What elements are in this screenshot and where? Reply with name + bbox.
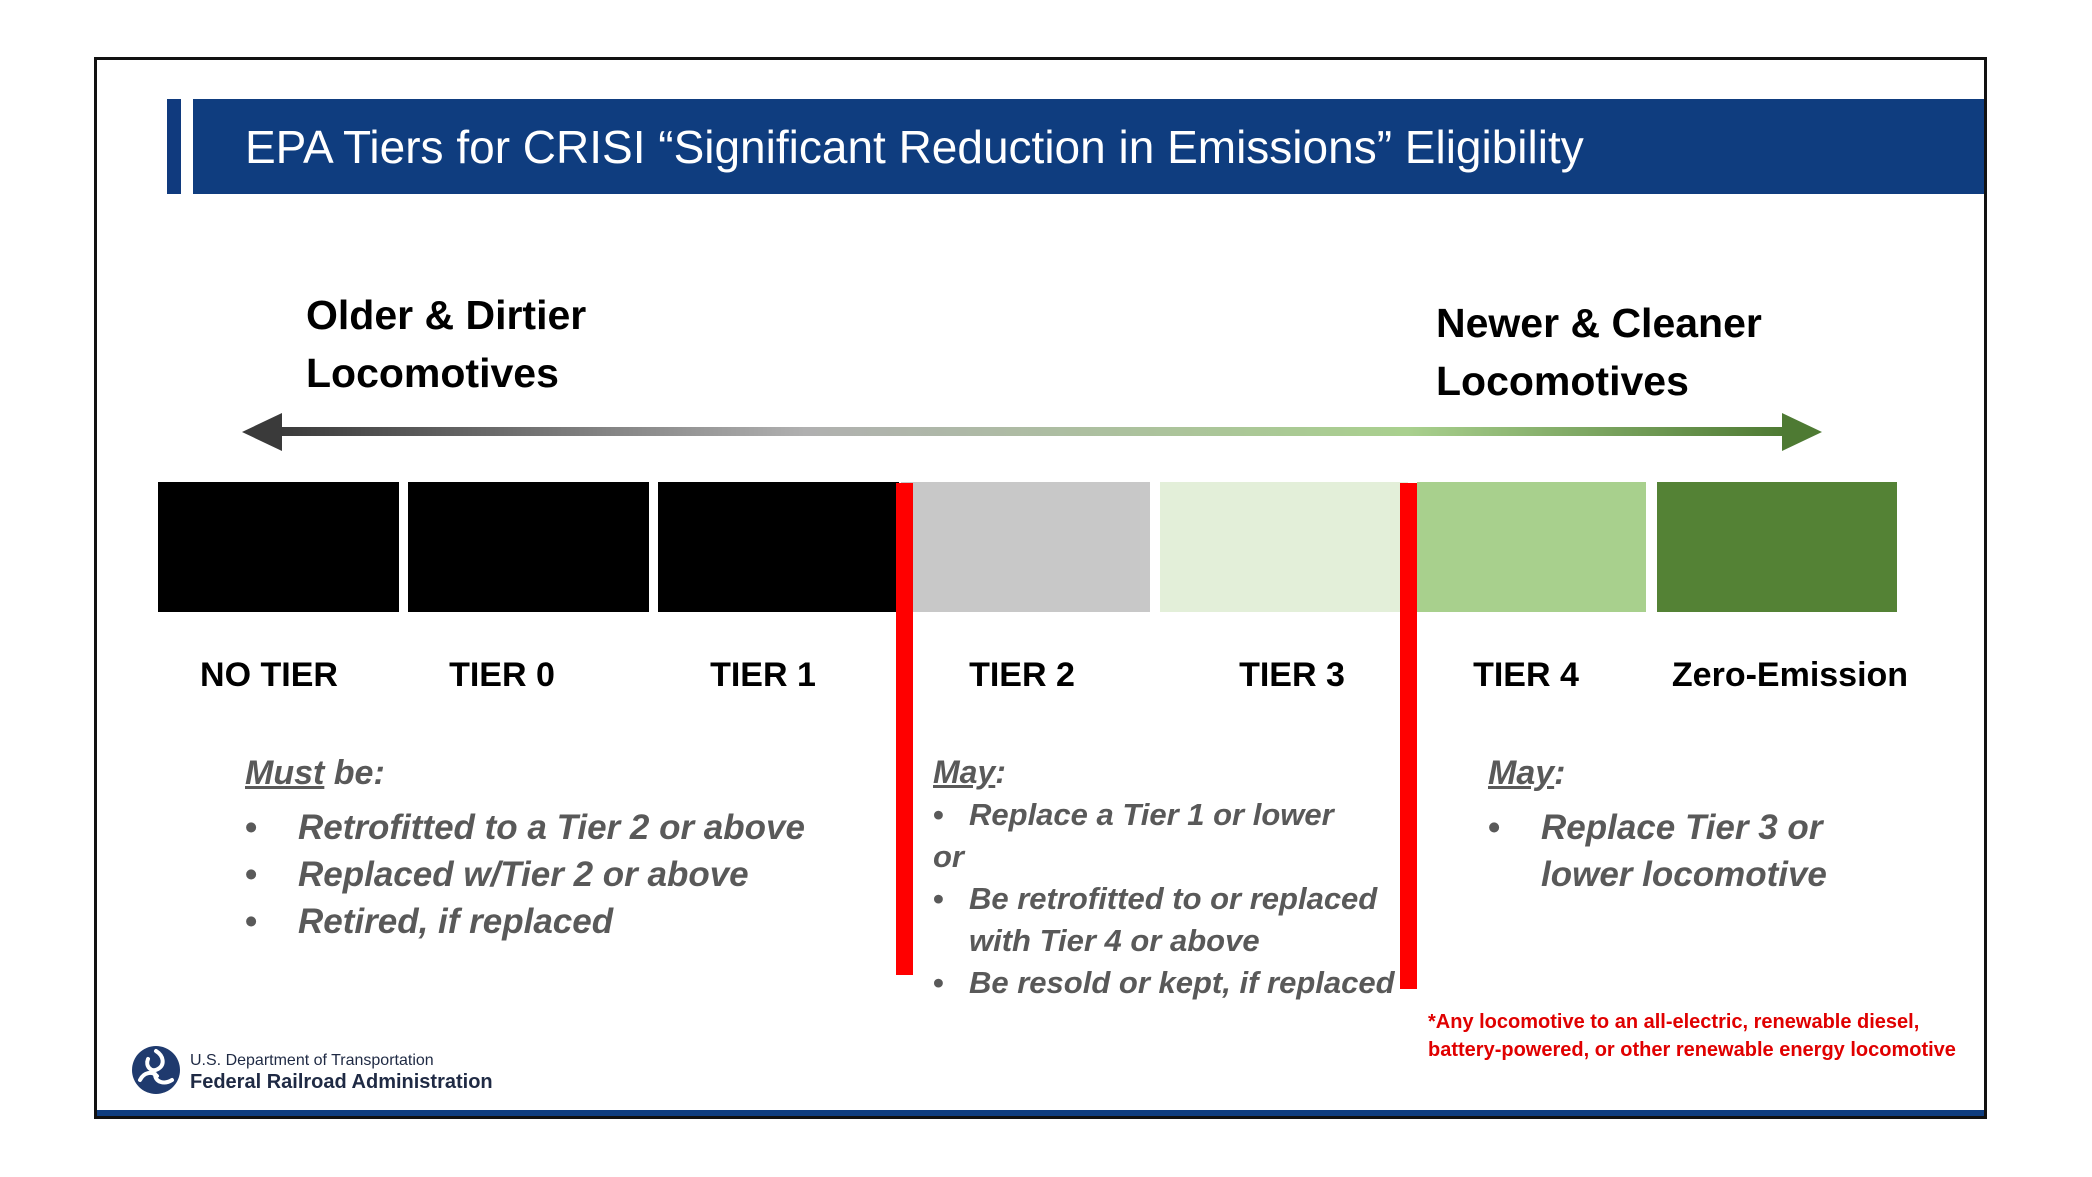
may-word-right: May	[1488, 754, 1555, 792]
usdot-logo-icon	[131, 1045, 181, 1095]
list-item-line: Be retrofitted to or replaced	[969, 881, 1378, 916]
agency-name: Federal Railroad Administration	[190, 1071, 493, 1093]
arrow-right-head	[1782, 413, 1822, 451]
title-bar	[193, 99, 1984, 194]
tier-box-tier-3	[1160, 482, 1408, 612]
list-item-line: Replace Tier 3 or	[1541, 808, 1823, 847]
may-list-right	[1488, 804, 1827, 898]
dot-logo-text	[190, 1052, 493, 1094]
bottom-rule	[97, 1110, 1984, 1116]
may-rest-middle: :	[995, 754, 1006, 790]
slide	[94, 57, 1987, 1119]
heading-newer-cleaner	[1436, 294, 1762, 410]
arrow-left-head	[242, 413, 282, 451]
may-word-middle: May	[933, 754, 996, 790]
must-word: Must	[245, 754, 325, 792]
may-list-middle	[933, 794, 1395, 1004]
divider-red-right	[1400, 483, 1417, 989]
list-item-continuation: lower locomotive	[1541, 855, 1827, 894]
tier-box-tier-0	[408, 482, 649, 612]
tier-label-tier-4: TIER 4	[1473, 656, 1579, 694]
list-item	[933, 878, 1395, 962]
list-item	[1488, 804, 1827, 898]
must-be-list	[245, 804, 805, 945]
slide-title: EPA Tiers for CRISI “Significant Reduction in Emissions” Eligibility	[245, 120, 1584, 173]
divider-red-left	[896, 483, 913, 975]
tier-label-tier-2: TIER 2	[969, 656, 1075, 694]
tier-label-zero-emission: Zero-Emission	[1671, 656, 1909, 694]
may-rest-right: :	[1554, 754, 1566, 792]
heading-older-dirtier	[306, 286, 586, 402]
title-accent	[167, 99, 181, 194]
list-item: • Be resold or kept, if replaced	[933, 962, 1395, 1004]
list-item: • Retrofitted to a Tier 2 or above	[245, 804, 805, 851]
department-name: U.S. Department of Transportation	[190, 1052, 434, 1069]
heading-right-line-2: Locomotives	[1436, 358, 1689, 404]
or-text: or	[933, 839, 964, 874]
must-rest: be:	[324, 754, 385, 792]
footnote: *Any locomotive to an all-electric, renewable diesel, battery-powered, or other renewable energy locomotive	[1428, 1011, 1956, 1061]
tier-label-tier-0: TIER 0	[449, 656, 555, 694]
tier-box-tier-2	[901, 482, 1150, 612]
list-item: • Retired, if replaced	[245, 898, 805, 945]
tier-label-tier-3: TIER 3	[1239, 656, 1345, 694]
heading-right-line-1: Newer & Cleaner	[1436, 300, 1762, 346]
list-item-continuation: with Tier 4 or above	[969, 923, 1260, 958]
tier-box-no-tier	[158, 482, 399, 612]
heading-left-line-1: Older & Dirtier	[306, 292, 587, 338]
may-heading-right	[1488, 754, 1565, 793]
must-be-heading	[245, 754, 385, 793]
heading-left-line-2: Locomotives	[306, 350, 559, 396]
double-arrow-gradient	[242, 407, 1822, 457]
tier-box-tier-1	[658, 482, 899, 612]
tier-label-no-tier: NO TIER	[200, 656, 338, 694]
list-item: • Replace a Tier 1 or lower	[933, 794, 1395, 836]
may-heading-middle	[933, 754, 1006, 791]
list-item: • Replaced w/Tier 2 or above	[245, 851, 805, 898]
tier-box-zero-emission	[1657, 482, 1897, 612]
tier-box-tier-4	[1417, 482, 1646, 612]
tier-label-tier-1: TIER 1	[710, 656, 816, 694]
